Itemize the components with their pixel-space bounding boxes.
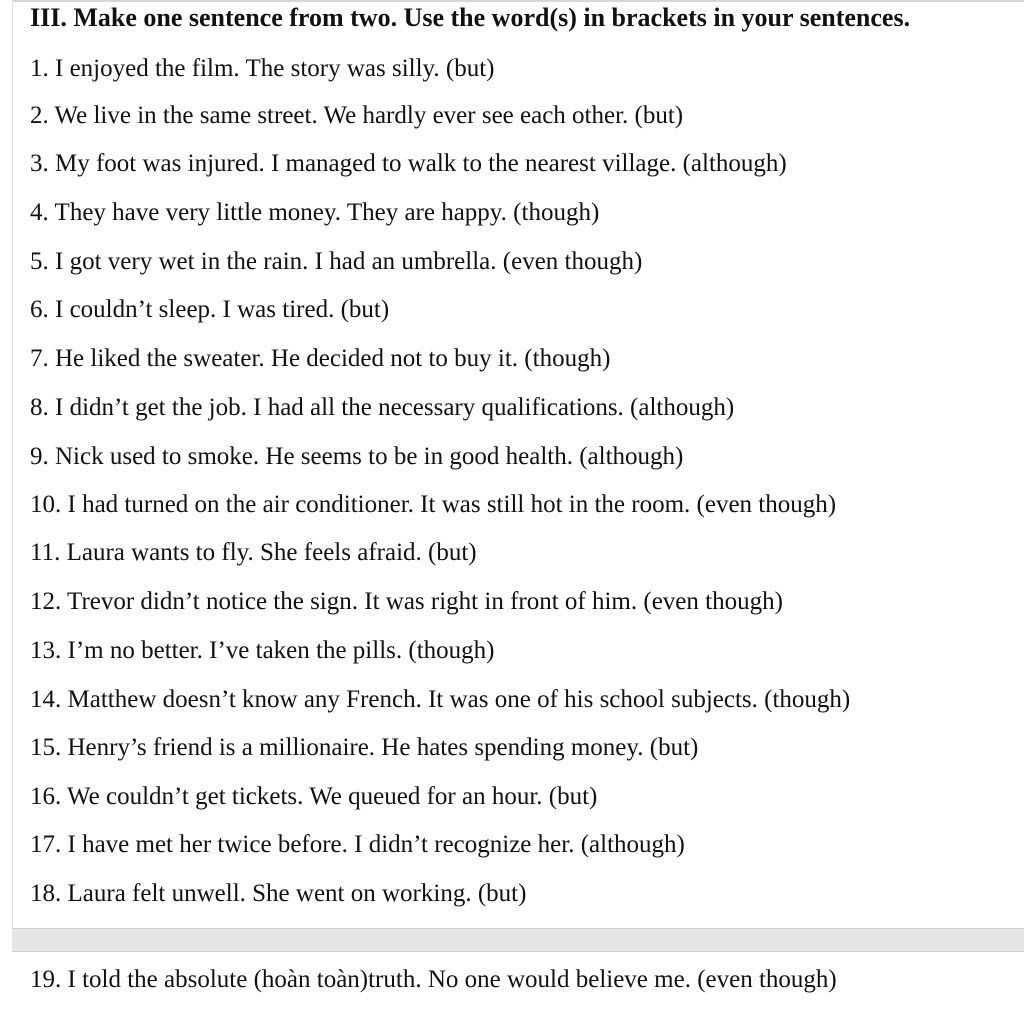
exercise-item-3: 3. My foot was injured. I managed to walk to the nearest village. (although) <box>30 150 787 177</box>
exercise-item-10: 10. I had turned on the air conditioner. It was still hot in the room. (even though) <box>30 491 837 518</box>
exercise-item-6: 6. I couldn’t sleep. I was tired. (but) <box>30 296 390 323</box>
exercise-item-9: 9. Nick used to smoke. He seems to be in good health. (although) <box>30 443 684 470</box>
exercise-item-13: 13. I’m no better. I’ve taken the pills. (though) <box>30 637 495 664</box>
exercise-item-14: 14. Matthew doesn’t know any French. It was one of his school subjects. (though) <box>30 686 851 713</box>
continuation-section <box>0 952 1024 1016</box>
exercise-item-16: 16. We couldn’t get tickets. We queued for an hour. (but) <box>30 783 598 810</box>
exercise-item-7: 7. He liked the sweater. He decided not to buy it. (though) <box>30 345 611 372</box>
exercise-item-8: 8. I didn’t get the job. I had all the necessary qualifications. (although) <box>30 394 735 421</box>
exercise-item-11: 11. Laura wants to fly. She feels afraid. (but) <box>30 539 477 566</box>
exercise-item-1: 1. I enjoyed the film. The story was silly. (but) <box>30 55 495 82</box>
exercise-item-12: 12. Trevor didn’t notice the sign. It was right in front of him. (even though) <box>30 588 783 615</box>
exercise-item-17: 17. I have met her twice before. I didn’t recognize her. (although) <box>30 831 685 858</box>
exercise-item-19: 19. I told the absolute (hoàn toàn)truth. No one would believe me. (even though) <box>30 966 837 993</box>
exercise-item-2: 2. We live in the same street. We hardly ever see each other. (but) <box>30 102 684 129</box>
exercise-item-15: 15. Henry’s friend is a millionaire. He hates spending money. (but) <box>30 734 699 761</box>
page-separator <box>12 928 1024 952</box>
exercise-item-5: 5. I got very wet in the rain. I had an umbrella. (even though) <box>30 248 643 275</box>
exercise-heading: III. Make one sentence from two. Use the word(s) in brackets in your sentences. <box>30 3 911 32</box>
exercise-item-18: 18. Laura felt unwell. She went on working. (but) <box>30 880 527 907</box>
exercise-item-4: 4. They have very little money. They are happy. (though) <box>30 199 600 226</box>
